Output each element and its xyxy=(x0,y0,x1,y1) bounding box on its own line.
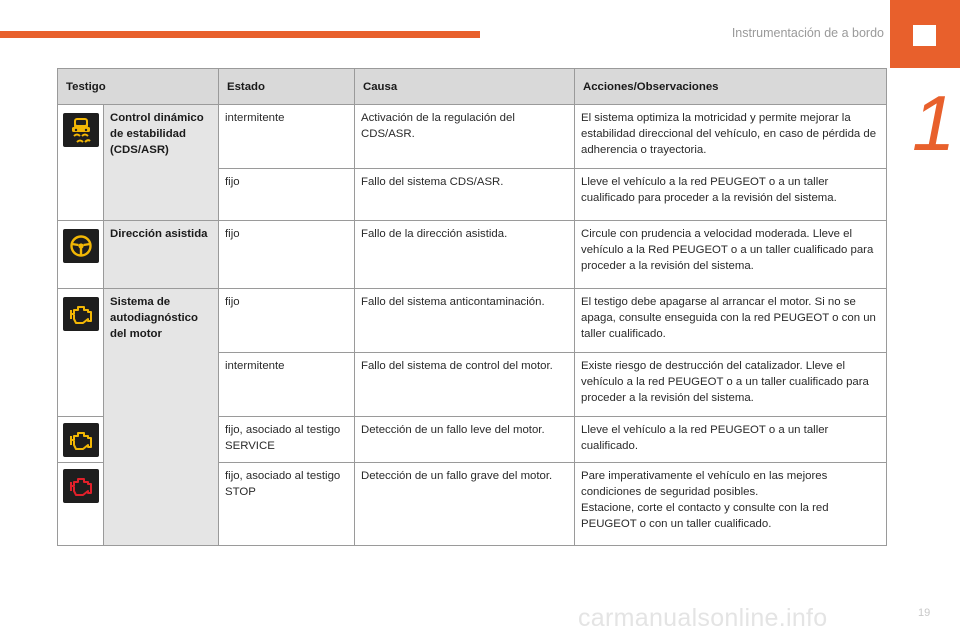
causa-cell: Fallo del sistema anticontaminación. xyxy=(355,289,575,353)
column-header-testigo: Testigo xyxy=(58,69,219,105)
indicator-name: Sistema de autodiagnóstico del motor xyxy=(104,289,219,546)
indicator-icon-cell xyxy=(58,289,104,417)
causa-cell: Fallo del sistema de control del motor. xyxy=(355,353,575,417)
estado-cell: intermitente xyxy=(219,105,355,169)
estado-cell: fijo xyxy=(219,221,355,289)
table-row xyxy=(58,289,887,353)
estado-cell: fijo xyxy=(219,289,355,353)
indicator-name: Dirección asistida xyxy=(104,221,219,289)
page-number: 19 xyxy=(918,607,931,619)
causa-cell: Fallo de la dirección asistida. xyxy=(355,221,575,289)
table-row xyxy=(58,221,887,289)
top-accent-bar xyxy=(0,31,480,38)
causa-cell: Detección de un fallo leve del motor. xyxy=(355,417,575,463)
section-title: Instrumentación de a bordo xyxy=(731,26,884,40)
acciones-cell xyxy=(575,463,887,546)
column-header-causa: Causa xyxy=(355,69,575,105)
indicator-name: Control dinámico de estabilidad (CDS/ASR) xyxy=(104,105,219,221)
acciones-cell: Lleve el vehículo a la red PEUGEOT o a un taller cualificado. xyxy=(575,417,887,463)
column-header-estado: Estado xyxy=(219,69,355,105)
acciones-cell: El testigo debe apagarse al arrancar el motor. Si no se apaga, consulte enseguida con la red PEUGEOT o con un taller cualificado. xyxy=(575,289,887,353)
acciones-cell: El sistema optimiza la motricidad y permite mejorar la estabilidad direccional del vehículo, en caso de pérdida de adherencia o trayectoria. xyxy=(575,105,887,169)
indicator-icon-cell xyxy=(58,417,104,463)
chapter-tab-square xyxy=(913,25,936,46)
causa-cell: Fallo del sistema CDS/ASR. xyxy=(355,169,575,221)
table-header-row xyxy=(58,69,887,105)
chapter-number: 1 xyxy=(912,79,956,167)
acciones-cell: Circule con prudencia a velocidad moderada. Lleve el vehículo a la Red PEUGEOT o a un taller cualificado para proceder a la revisión del sistema. xyxy=(575,221,887,289)
indicator-icon-cell xyxy=(58,221,104,289)
engine-icon xyxy=(63,423,99,457)
causa-cell: Activación de la regulación del CDS/ASR. xyxy=(355,105,575,169)
acciones-line: Estacione, corte el contacto y consulte con la red PEUGEOT o con un taller cualificado. xyxy=(581,502,829,530)
stability-control-icon xyxy=(63,113,99,147)
estado-cell: fijo, asociado al testigo SERVICE xyxy=(219,417,355,463)
steering-wheel-icon xyxy=(63,229,99,263)
causa-cell: Detección de un fallo grave del motor. xyxy=(355,463,575,546)
estado-cell: fijo, asociado al testigo STOP xyxy=(219,463,355,546)
engine-icon xyxy=(63,469,99,503)
acciones-cell: Lleve el vehículo a la red PEUGEOT o a un taller cualificado para proceder a la revisión del sistema. xyxy=(575,169,887,221)
warning-lights-table xyxy=(57,68,887,546)
watermark: carmanualsonline.info xyxy=(578,604,828,632)
acciones-line: Pare imperativamente el vehículo en las mejores condiciones de seguridad posibles. xyxy=(581,470,828,498)
estado-cell: fijo xyxy=(219,169,355,221)
table-row xyxy=(58,105,887,169)
estado-cell: intermitente xyxy=(219,353,355,417)
acciones-cell: Existe riesgo de destrucción del catalizador. Lleve el vehículo a la red PEUGEOT o a un taller cualificado para proceder a la revisión del sistema. xyxy=(575,353,887,417)
indicator-icon-cell xyxy=(58,463,104,546)
indicator-icon-cell xyxy=(58,105,104,221)
column-header-acciones: Acciones/Observaciones xyxy=(575,69,887,105)
engine-icon xyxy=(63,297,99,331)
